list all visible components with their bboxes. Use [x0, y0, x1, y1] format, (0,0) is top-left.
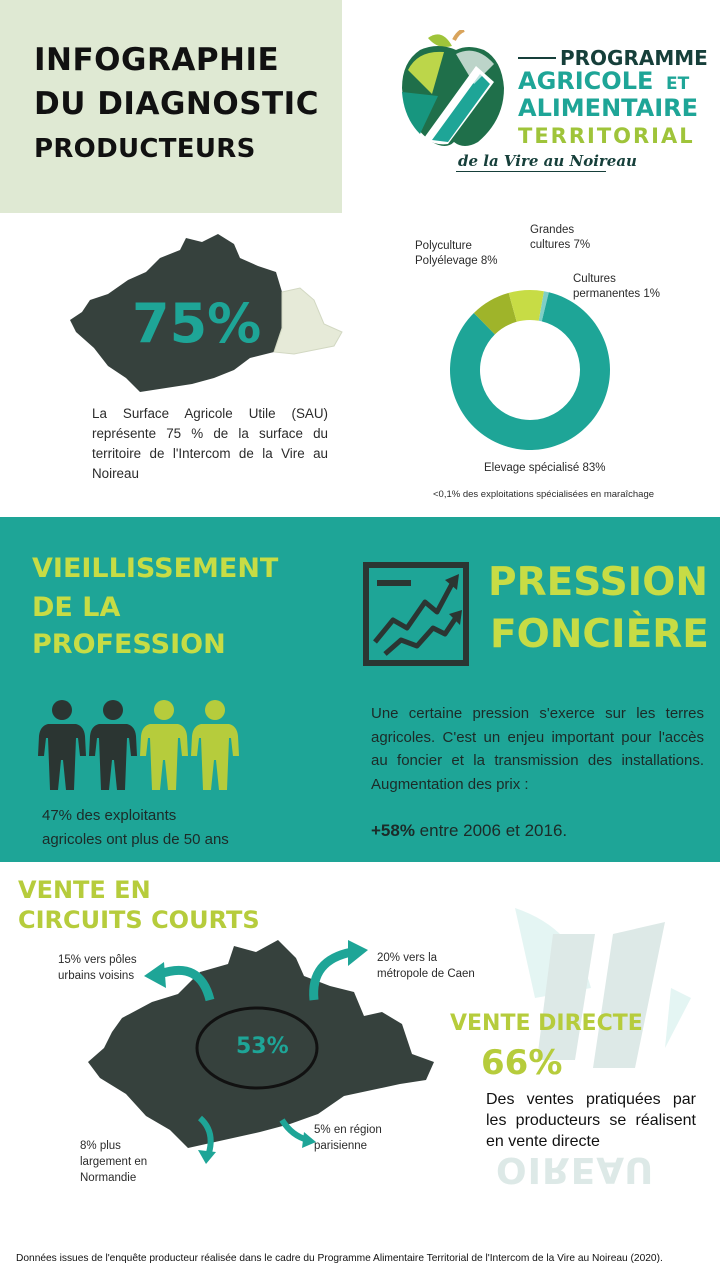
- logo-agricole-text: AGRICOLE: [518, 67, 654, 95]
- donut-label-elevage: Elevage spécialisé 83%: [484, 462, 606, 474]
- vente-directe-percent: 66%: [481, 1043, 563, 1083]
- price-increase-period: entre 2006 et 2016.: [414, 821, 568, 840]
- pression-title-line-2: FONCIÈRE: [490, 612, 709, 657]
- donut-label-cultures-permanentes: Cultures permanentes 1%: [573, 273, 660, 300]
- logo-underline: [456, 171, 606, 172]
- logo-programme-text: PROGRAMME: [560, 46, 708, 70]
- aging-title-line-2: DE LA: [32, 592, 121, 623]
- person-icon: [191, 700, 239, 790]
- circuits-center-percent: 53%: [236, 1034, 289, 1059]
- person-icon: [140, 700, 188, 790]
- donut-label-polyculture: Polyculture Polyélevage 8%: [415, 240, 498, 267]
- person-icon: [38, 700, 86, 790]
- logo-subtitle: de la Vire au Noireau: [458, 152, 637, 170]
- maraichage-note: <0,1% des exploitations spécialisées en maraîchage: [433, 489, 655, 500]
- price-increase-percent: +58%: [371, 821, 415, 840]
- watermark-text: OIREAU: [496, 1149, 655, 1190]
- farm-type-donut-chart: [448, 288, 612, 452]
- vente-directe-title: VENTE DIRECTE: [450, 1011, 643, 1036]
- donut-label-grandes-cultures: Grandes cultures 7%: [530, 224, 591, 251]
- title-box: [0, 0, 342, 213]
- pression-title-line-1: PRESSION: [488, 560, 708, 605]
- logo-line: [518, 57, 556, 59]
- circuits-label-urbain: 15% vers pôles urbains voisins: [58, 954, 137, 982]
- circuits-title-line-1: VENTE EN: [18, 876, 151, 904]
- logo-et-text: ET: [666, 74, 690, 94]
- page-title-line-2: DU DIAGNOSTIC: [34, 86, 319, 122]
- pression-text: Une certaine pression s'exerce sur les terres agricoles. C'est un enjeu important pour l'accès au foncier et la transmission des installations. Augmentation des prix :: [371, 705, 704, 793]
- vente-directe-text: Des ventes pratiquées par les producteurs se réalisent en vente directe: [486, 1091, 696, 1150]
- sau-percent: 75%: [132, 292, 262, 355]
- logo-alimentaire-text: ALIMENTAIRE: [518, 94, 699, 122]
- rising-chart-icon: [363, 562, 469, 666]
- circuits-label-paris: 5% en région parisienne: [314, 1124, 382, 1152]
- aging-title-line-1: VIEILLISSEMENT: [32, 553, 279, 584]
- circuits-label-normandie: 8% plus largement en Normandie: [80, 1140, 148, 1184]
- page-title-line-3: PRODUCTEURS: [34, 134, 256, 164]
- aging-title-line-3: PROFESSION: [32, 629, 226, 660]
- circuits-title-line-2: CIRCUITS COURTS: [18, 906, 260, 934]
- aging-text: 47% des exploitants agricoles ont plus de 50 ans: [42, 807, 229, 848]
- logo-territorial-text: TERRITORIAL: [518, 124, 695, 148]
- sau-description: La Surface Agricole Utile (SAU) représente 75 % de la surface du territoire de l'Intercom de la Vire au Noireau: [92, 406, 328, 481]
- footer-source: Données issues de l'enquête producteur réalisée dans le cadre du Programme Alimentaire Territorial de l'Intercom de la Vire au Noireau (2020).: [16, 1253, 663, 1264]
- price-increase-line: [371, 821, 567, 841]
- person-icon: [89, 700, 137, 790]
- people-icons: [38, 700, 243, 790]
- circuits-label-caen: 20% vers la métropole de Caen: [377, 952, 475, 980]
- apple-logo-icon: [398, 30, 508, 150]
- page-title-line-1: INFOGRAPHIE: [34, 42, 280, 78]
